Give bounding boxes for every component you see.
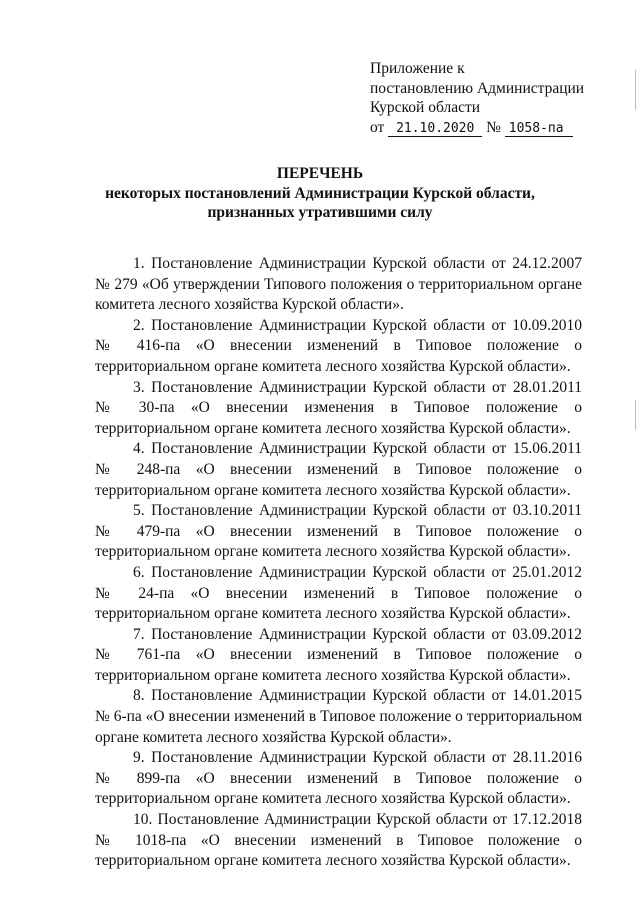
list-item: 9. Постановление Администрации Курской области от 28.11.2016 № 899-па «О внесении изменений в Типовое положение о территориальном органе комитета лесного хозяйства Курской области». [95, 749, 582, 808]
list-item: 2. Постановление Администрации Курской области от 10.09.2010 № 416-па «О внесении изменений в Типовое положение о территориальном органе комитета лесного хозяйства Курской области». [95, 316, 582, 375]
date-prefix: от [370, 118, 385, 136]
number-value: 1058-па [505, 122, 573, 137]
list-body [95, 254, 582, 872]
list-item: 5. Постановление Администрации Курской области от 03.10.2011 № 479-па «О внесении изменений в Типовое положение о территориальном органе комитета лесного хозяйства Курской области». [95, 502, 582, 561]
list-item: 4. Постановление Администрации Курской области от 15.06.2011 № 248-па «О внесении изменений в Типовое положение о территориальном органе комитета лесного хозяйства Курской области». [95, 440, 582, 499]
scan-edge-mark [635, 400, 636, 430]
appendix-date-number [370, 118, 610, 138]
list-item: 1. Постановление Администрации Курской области от 24.12.2007 № 279 «Об утверждении Типового положения о территориальном органе комитета лесного хозяйства Курской области». [95, 255, 582, 314]
appendix-line-1: Приложение к [370, 60, 465, 77]
title-subtitle-line-1: некоторых постановлений Администрации Курской области, [105, 184, 535, 202]
title-heading: ПЕРЕЧЕНЬ [276, 165, 364, 182]
appendix-line-2: постановлению Администрации [370, 79, 585, 97]
list-item: 10. Постановление Администрации Курской области от 17.12.2018 № 1018-па «О внесении изменений в Типовое положение о территориальном органе комитета лесного хозяйства Курской области». [95, 811, 582, 870]
title-subtitle-line-2: признанных утратившими силу [207, 204, 433, 221]
appendix-line-3: Курской области [370, 99, 481, 116]
list-item: 3. Постановление Администрации Курской области от 28.01.2011 № 30-па «О внесении изменения в Типовое положение о территориальном органе комитета лесного хозяйства Курской области». [95, 378, 582, 437]
document-title [0, 164, 640, 223]
list-item: 6. Постановление Администрации Курской области от 25.01.2012 № 24-па «О внесении изменений в Типовое положение о территориальном органе комитета лесного хозяйства Курской области». [95, 563, 582, 623]
number-prefix: № [486, 118, 501, 136]
list-item: 7. Постановление Администрации Курской области от 03.09.2012 № 761-па «О внесении изменений в Типовое положение о территориальном органе комитета лесного хозяйства Курской области». [95, 625, 582, 684]
appendix-header [370, 59, 610, 137]
scan-edge-mark [635, 70, 636, 110]
list-item: 8. Постановление Администрации Курской области от 14.01.2015 № 6-па «О внесении изменений в Типовое положение о территориальном органе комитета лесного хозяйства Курской области». [95, 687, 582, 746]
date-value: 21.10.2020 [388, 122, 482, 137]
